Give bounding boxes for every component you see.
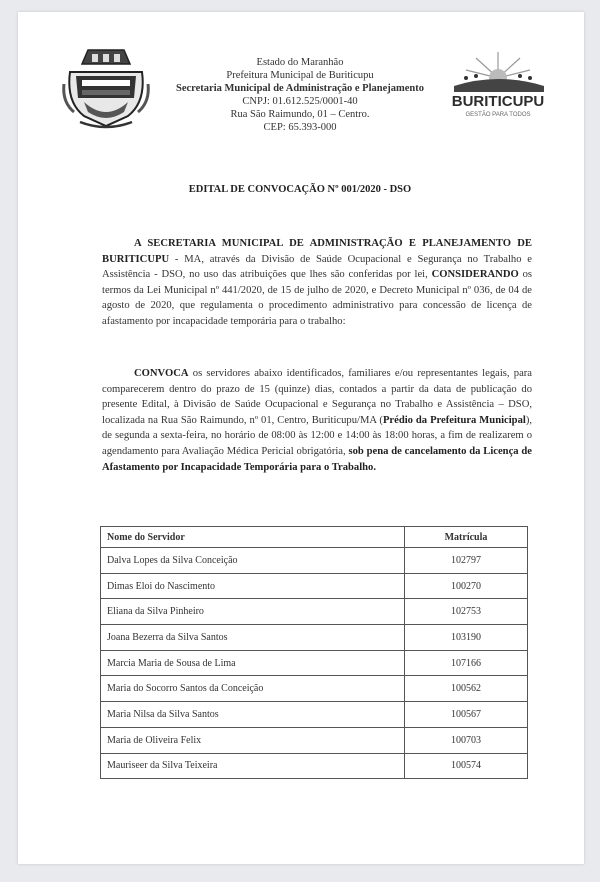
header-cep: CEP: 65.393-000 [263,122,337,133]
letterhead [150,56,450,134]
convoca-warning: sob pena de cancelamento da Licença de Afastamento por Incapacidade Temporária para o Trabalho. [102,445,532,473]
table-row [101,676,528,702]
server-name: Dalva Lopes da Silva Conceição [101,548,405,574]
server-name: Joana Bezerra da Silva Santos [101,625,405,651]
svg-text:BURITICUPU: BURITICUPU [451,93,545,110]
server-name: Marcia Maria de Sousa de Lima [101,650,405,676]
municipal-crest-logo [62,42,150,130]
svg-text:GESTÃO PARA TODOS: GESTÃO PARA TODOS [465,112,531,118]
intro-paragraph [102,236,532,330]
document-title: EDITAL DE CONVOCAÇÃO Nº 001/2020 - DSO [188,184,412,195]
table-row [101,702,528,728]
server-name: Maria Nilsa da Silva Santos [101,702,405,728]
server-name: Dimas Eloi do Nascimento [101,573,405,599]
column-header-matricula: Matrícula [405,527,528,548]
servers-table [100,526,528,779]
server-matricula: 100703 [405,727,528,753]
header-address: Rua São Raimundo, 01 – Centro. [230,109,370,120]
server-matricula: 100270 [405,573,528,599]
intro-text-1: - MA, através da Divisão de Saúde Ocupacional e Segurança no Trabalho e Assistência - DSO, no uso das atribuições que lhes são conferidas por lei, [102,253,532,281]
column-header-name: Nome do Servidor [101,527,405,548]
server-name: Eliana da Silva Pinheiro [101,599,405,625]
server-matricula: 100574 [405,753,528,779]
convoca-text-1: os servidores abaixo identificados, familiares e/ou representantes legais, para comparecerem dentro do prazo de 15 (quinze) dias, contados a partir da data de publicação do presente Edital, à Divisão de Saúde Ocupacional e Segurança no Trabalho e Assistência – DSO, localizada na Rua São Raimundo, nº 01, Centro, Buriticupu/MA ( [102,368,532,426]
intro-text-2: os termos da Lei Municipal nº 441/2020, de 15 de julho de 2020, e Decreto Municipal nº 036, de 04 de agosto de 2020, que regulamenta o procedimento administrativo para concessão de licença de afastamento por incapacidade temporária para o trabalho: [102,269,532,327]
server-matricula: 100562 [405,676,528,702]
server-name: Maria do Socorro Santos da Conceição [101,676,405,702]
table-row [101,599,528,625]
table-row [101,753,528,779]
table-row [101,548,528,574]
table-row [101,727,528,753]
server-matricula: 103190 [405,625,528,651]
convoca-building: Prédio da Prefeitura Municipal [382,414,526,426]
header-secretariat: Secretaria Municipal de Administração e Planejamento [176,83,424,94]
buriticupu-city-logo [436,48,560,120]
server-matricula: 102753 [405,599,528,625]
server-matricula: 107166 [405,650,528,676]
convoca-lead: CONVOCA [134,368,189,379]
convoca-paragraph [102,366,532,475]
header-cnpj: CNPJ: 01.612.525/0001-40 [242,96,358,107]
server-matricula: 102797 [405,548,528,574]
table-row [101,573,528,599]
header-state: Estado do Maranhão [256,57,344,68]
table-header-row [101,527,528,548]
table-row [101,650,528,676]
server-name: Mauriseer da Silva Teixeira [101,753,405,779]
server-matricula: 100567 [405,702,528,728]
convoca-text-2: ), de segunda a sexta-feira, no horário de 08:00 às 12:00 e 14:00 às 18:00 horas, a fim de realizarem o agendamento para Avaliação Médica Pericial obrigatória, [102,414,532,457]
header-prefecture: Prefeitura Municipal de Buriticupu [226,70,374,81]
table-row [101,625,528,651]
server-name: Maria de Oliveira Felix [101,727,405,753]
intro-lead: A SECRETARIA MUNICIPAL DE ADMINISTRAÇÃO E PLANEJAMENTO DE BURITICUPU [102,238,532,265]
intro-considerando: CONSIDERANDO [431,269,519,281]
